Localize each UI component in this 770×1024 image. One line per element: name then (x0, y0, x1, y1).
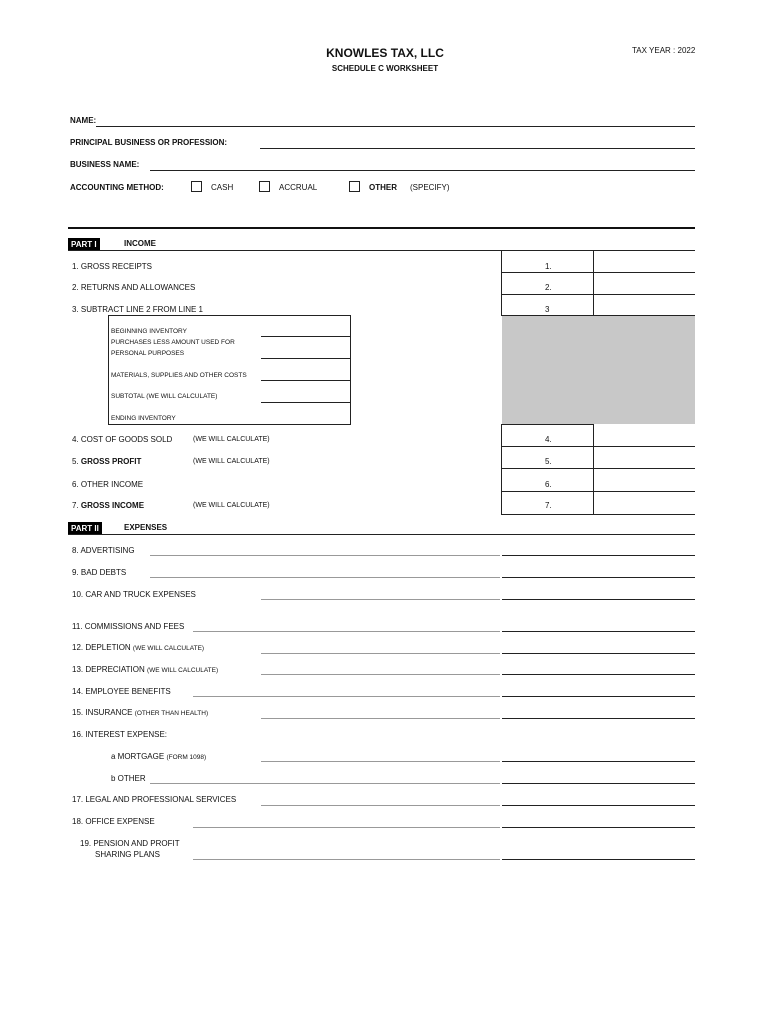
line-14-label: 14. EMPLOYEE BENEFITS (72, 687, 171, 696)
line-11-label: 11. COMMISSIONS AND FEES (72, 622, 185, 631)
col-divider (501, 424, 502, 515)
purchases-label-2: PERSONAL PURPOSES (111, 350, 185, 357)
line-13-amount[interactable] (502, 674, 695, 675)
line-12-note: (WE WILL CALCULATE) (132, 645, 205, 652)
line-13-text: 13. DEPRECIATION (72, 665, 145, 674)
line-5-label (72, 457, 141, 466)
line-17-label: 17. LEGAL AND PROFESSIONAL SERVICES (72, 795, 237, 804)
line-4-field[interactable] (501, 446, 695, 447)
line-10-amount[interactable] (502, 599, 695, 600)
line-8-amount[interactable] (502, 555, 695, 556)
line-19-amount[interactable] (502, 859, 695, 860)
line-7-note: (WE WILL CALCULATE) (193, 502, 270, 509)
line-16b-amount[interactable] (502, 783, 695, 784)
part-1-title: INCOME (124, 239, 156, 248)
line-13-desc[interactable] (261, 674, 500, 675)
business-name-field[interactable] (150, 170, 695, 171)
line-9-amount[interactable] (502, 577, 695, 578)
subtotal-label: SUBTOTAL (WE WILL CALCULATE) (111, 393, 218, 400)
line-4-note: (WE WILL CALCULATE) (193, 436, 270, 443)
cash-checkbox[interactable] (191, 181, 202, 192)
principal-business-label: PRINCIPAL BUSINESS OR PROFESSION: (70, 138, 228, 147)
line-15-desc[interactable] (261, 718, 500, 719)
cash-label: CASH (211, 183, 234, 192)
line-16-label: 16. INTEREST EXPENSE: (72, 730, 167, 739)
line-7-prefix: 7. (72, 501, 81, 510)
line-13-note: (WE WILL CALCULATE) (147, 667, 219, 674)
purchases-label: PURCHASES LESS AMOUNT USED FOR (111, 339, 235, 346)
line-10-label: 10. CAR AND TRUCK EXPENSES (72, 590, 196, 599)
name-label: NAME: (70, 116, 97, 125)
specify-label: (SPECIFY) (410, 183, 450, 192)
line-16b-label: b OTHER (111, 774, 146, 783)
part-1-tag: PART I (68, 238, 100, 251)
line-13-label (72, 665, 218, 674)
line-9-label: 9. BAD DEBTS (72, 568, 127, 577)
line-18-label: 18. OFFICE EXPENSE (72, 817, 155, 826)
line-7-text: GROSS INCOME (80, 501, 145, 510)
line-12-label (72, 643, 204, 652)
line-5-text: GROSS PROFIT (80, 457, 142, 466)
line-15-amount[interactable] (502, 718, 695, 719)
line-2-label: 2. RETURNS AND ALLOWANCES (72, 283, 196, 292)
col-divider (593, 250, 594, 315)
line-16a-desc[interactable] (261, 761, 500, 762)
line-14-desc[interactable] (193, 696, 500, 697)
line-4-label: 4. COST OF GOODS SOLD (72, 435, 173, 444)
line-16b-desc[interactable] (150, 783, 500, 784)
section-divider (68, 227, 695, 229)
part-2-rule (68, 534, 695, 535)
company-title: KNOWLES TAX, LLC (326, 46, 444, 60)
line-16a-amount[interactable] (502, 761, 695, 762)
accrual-label: ACCRUAL (279, 183, 318, 192)
line-7-label (72, 501, 144, 510)
purchases-field[interactable] (261, 358, 350, 359)
line-4-num: 4. (545, 435, 552, 444)
accounting-method-label: ACCOUNTING METHOD: (70, 183, 164, 192)
line-14-amount[interactable] (502, 696, 695, 697)
line-17-desc[interactable] (261, 805, 500, 806)
line-16a-note: (FORM 1098) (166, 754, 207, 761)
line-6-label: 6. OTHER INCOME (72, 480, 144, 489)
line-15-text: 15. INSURANCE (72, 708, 133, 717)
part-2-title: EXPENSES (124, 523, 168, 532)
line-15-label (72, 708, 208, 717)
other-checkbox[interactable] (349, 181, 360, 192)
line-8-desc[interactable] (150, 555, 500, 556)
form-subtitle: SCHEDULE C WORKSHEET (331, 64, 439, 73)
line-17-amount[interactable] (502, 805, 695, 806)
line-3-label: 3. SUBTRACT LINE 2 FROM LINE 1 (72, 305, 203, 314)
line-1-num: 1. (545, 262, 552, 271)
line-5-field[interactable] (501, 468, 695, 469)
line-16a-text: a MORTGAGE (111, 752, 165, 761)
accrual-checkbox[interactable] (259, 181, 270, 192)
line-1-label: 1. GROSS RECEIPTS (72, 262, 153, 271)
beginning-inventory-label: BEGINNING INVENTORY (111, 328, 187, 335)
part-2-tag: PART II (68, 522, 102, 535)
line-18-desc[interactable] (193, 827, 500, 828)
line-19-label: 19. PENSION AND PROFIT (80, 839, 180, 848)
subtotal-field[interactable] (261, 402, 350, 403)
line-6-num: 6. (545, 480, 552, 489)
line-7-num: 7. (545, 501, 552, 510)
tax-year: TAX YEAR : 2022 (632, 46, 696, 55)
line-12-text: 12. DEPLETION (72, 643, 131, 652)
part-1-rule (68, 250, 695, 251)
ending-inventory-label: ENDING INVENTORY (111, 415, 176, 422)
line-5-note: (WE WILL CALCULATE) (193, 458, 270, 465)
line-2-field[interactable] (501, 294, 695, 295)
line-5-prefix: 5. (72, 457, 81, 466)
line-12-desc[interactable] (261, 653, 500, 654)
materials-label: MATERIALS, SUPPLIES AND OTHER COSTS (111, 372, 247, 379)
materials-field[interactable] (261, 380, 350, 381)
line-7-field[interactable] (501, 514, 695, 515)
beginning-inventory-field[interactable] (261, 336, 350, 337)
line-15-note: (OTHER THAN HEALTH) (134, 710, 209, 717)
row-rule (501, 424, 594, 425)
line-5-num: 5. (545, 457, 552, 466)
name-field[interactable] (96, 126, 695, 127)
other-label: OTHER (369, 183, 397, 192)
line-3-num: 3 (545, 305, 550, 314)
line-18-amount[interactable] (502, 827, 695, 828)
line-11-desc[interactable] (193, 631, 500, 632)
line-1-field[interactable] (501, 272, 695, 273)
principal-business-field[interactable] (260, 148, 695, 149)
line-19-desc[interactable] (193, 859, 500, 860)
line-9-desc[interactable] (150, 577, 500, 578)
col-divider (593, 424, 594, 515)
line-16a-label (111, 752, 206, 761)
shaded-area (502, 316, 695, 424)
line-12-amount[interactable] (502, 653, 695, 654)
line-6-field[interactable] (501, 491, 695, 492)
line-8-label: 8. ADVERTISING (72, 546, 135, 555)
line-19-label-2: SHARING PLANS (95, 850, 160, 859)
line-10-desc[interactable] (261, 599, 500, 600)
line-2-num: 2. (545, 283, 552, 292)
business-name-label: BUSINESS NAME: (70, 160, 140, 169)
line-11-amount[interactable] (502, 631, 695, 632)
col-divider (501, 250, 502, 315)
